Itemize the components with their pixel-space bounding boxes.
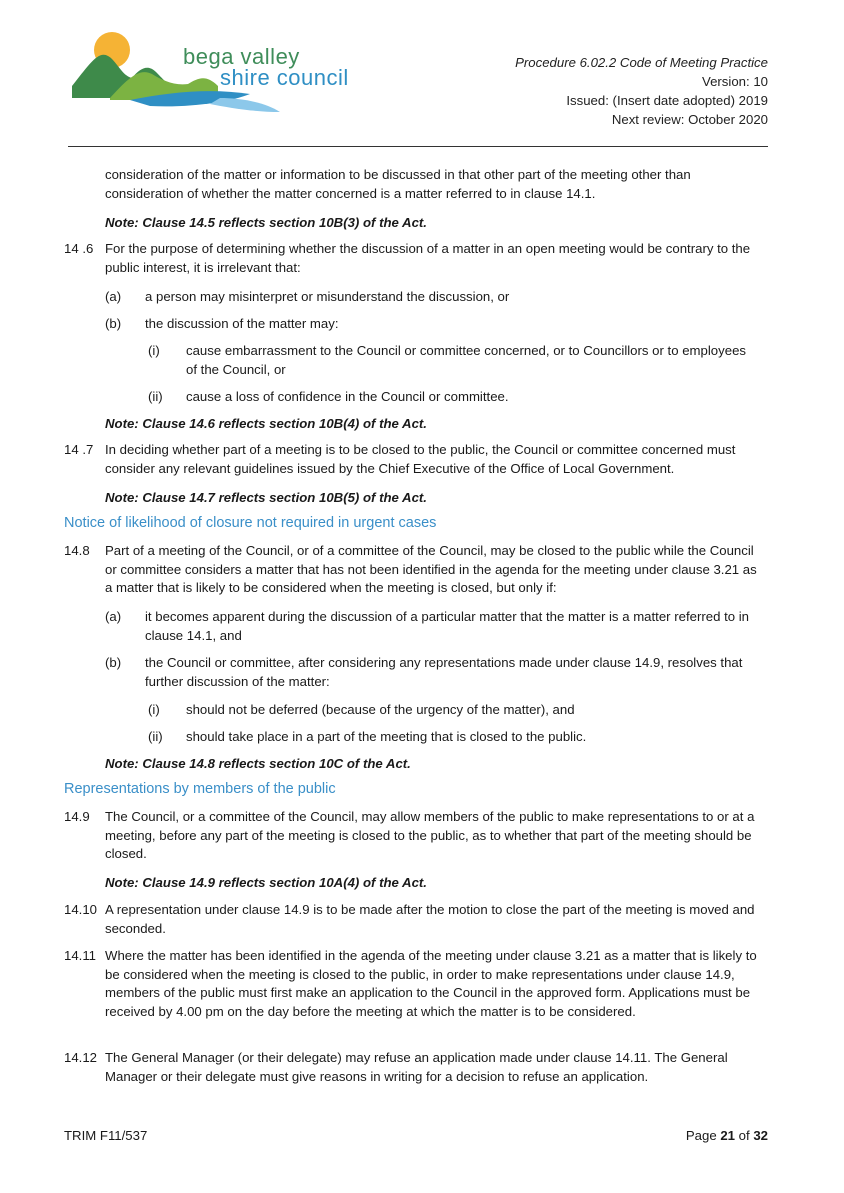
page-current: 21 <box>720 1128 735 1143</box>
clause-14-6-b-ii-label: (ii) <box>148 389 163 404</box>
clause-14-8-b-text: the Council or committee, after considering any representations made under clause 14.9, resolves that further discussion of the matter: <box>145 655 743 689</box>
logo-wordmark-line2: shire council <box>220 65 349 90</box>
clause-number-14-11: 14.11 <box>64 948 97 963</box>
page-number <box>686 1128 768 1143</box>
note-14-8: Note: Clause 14.8 reflects section 10C of the Act. <box>105 756 411 771</box>
clause-number-14-8: 14.8 <box>64 543 90 558</box>
note-14-5: Note: Clause 14.5 reflects section 10B(3) of the Act. <box>105 215 427 230</box>
clause-number-14-6: 14 .6 <box>64 241 94 256</box>
clause-14-8-b-i-label: (i) <box>148 702 160 717</box>
next-review-label: Next review: October 2020 <box>611 112 768 127</box>
clause-14-7-text: In deciding whether part of a meeting is to be closed to the public, the Council or committee concerned must consider any relevant guidelines issued by the Chief Executive of the Office of Local Government. <box>105 442 736 476</box>
clause-14-6-b-i-text: cause embarrassment to the Council or committee concerned, or to Councillors or to employees of the Council, or <box>186 343 746 377</box>
clause-14-8-a-label: (a) <box>105 609 122 624</box>
section-heading-urgent-cases: Notice of likelihood of closure not required in urgent cases <box>64 515 437 531</box>
page-total: 32 <box>753 1128 768 1143</box>
clause-14-11-text: Where the matter has been identified in the agenda of the meeting under clause 3.21 as a matter that is likely to be considered when the meeting is closed to the public, in order to make representations under clause 14.9, members of the public must first make an application to the Council in the approved form. Applications must be received by 4.00 pm on the day before the meeting at which the matter is to be considered. <box>105 948 757 1019</box>
clause-14-6-a-text: a person may misinterpret or misunderstand the discussion, or <box>145 289 510 304</box>
clause-number-14-7: 14 .7 <box>64 442 94 457</box>
clause-14-8-b-label: (b) <box>105 655 122 670</box>
procedure-title: Procedure 6.02.2 Code of Meeting Practice <box>515 55 768 70</box>
note-14-6: Note: Clause 14.6 reflects section 10B(4) of the Act. <box>105 416 427 431</box>
trim-reference: TRIM F11/537 <box>64 1128 148 1143</box>
issued-label: Issued: (Insert date adopted) 2019 <box>566 93 768 108</box>
header-divider <box>68 146 768 147</box>
clause-14-6-b-label: (b) <box>105 316 122 331</box>
clause-14-8-b-i-text: should not be deferred (because of the urgency of the matter), and <box>186 702 575 717</box>
clause-14-8-b-ii-text: should take place in a part of the meeting that is closed to the public. <box>186 729 587 744</box>
clause-number-14-9: 14.9 <box>64 809 90 824</box>
paragraph-continuation: consideration of the matter or information to be discussed in that other part of the meeting other than consideration of whether the matter concerned is a matter referred to in clause 14.1. <box>105 167 691 201</box>
clause-14-8-a-text: it becomes apparent during the discussion of a particular matter that the matter is a matter referred to in clause 14.1, and <box>145 609 749 643</box>
clause-14-6-b-i-label: (i) <box>148 343 160 358</box>
note-14-7: Note: Clause 14.7 reflects section 10B(5) of the Act. <box>105 490 427 505</box>
clause-14-8-text: Part of a meeting of the Council, or of a committee of the Council, may be closed to the public while the Council or committee considers a matter that has not been identified in the agenda for the meeting under clause 3.21 as a matter that is likely to be considered when the meeting is closed, but only if: <box>105 543 757 595</box>
clause-14-10-text: A representation under clause 14.9 is to be made after the motion to close the part of the meeting is moved and seconded. <box>105 902 755 936</box>
note-14-9: Note: Clause 14.9 reflects section 10A(4) of the Act. <box>105 875 427 890</box>
clause-14-9-text: The Council, or a committee of the Council, may allow members of the public to make representations to or at a meeting, before any part of the meeting is closed to the public, as to whether that part of the meeting should be closed. <box>105 809 755 861</box>
page-prefix: Page <box>685 1128 721 1143</box>
clause-number-14-10: 14.10 <box>64 902 98 917</box>
clause-14-6-text: For the purpose of determining whether the discussion of a matter in an open meeting would be contrary to the public interest, it is irrelevant that: <box>105 241 751 275</box>
version-label: Version: 10 <box>702 74 768 89</box>
clause-14-12-text: The General Manager (or their delegate) may refuse an application made under clause 14.11. The General Manager or their delegate must give reasons in writing for a decision to refuse an application. <box>105 1050 728 1084</box>
clause-14-6-b-ii-text: cause a loss of confidence in the Council or committee. <box>186 389 509 404</box>
clause-14-6-b-text: the discussion of the matter may: <box>145 316 339 331</box>
page-of: of <box>735 1128 754 1143</box>
clause-14-8-b-ii-label: (ii) <box>148 729 163 744</box>
section-heading-representations: Representations by members of the public <box>64 781 336 797</box>
clause-number-14-12: 14.12 <box>64 1050 98 1065</box>
clause-14-6-a-label: (a) <box>105 289 122 304</box>
logo-wordmark-line1: bega valley <box>183 44 300 69</box>
